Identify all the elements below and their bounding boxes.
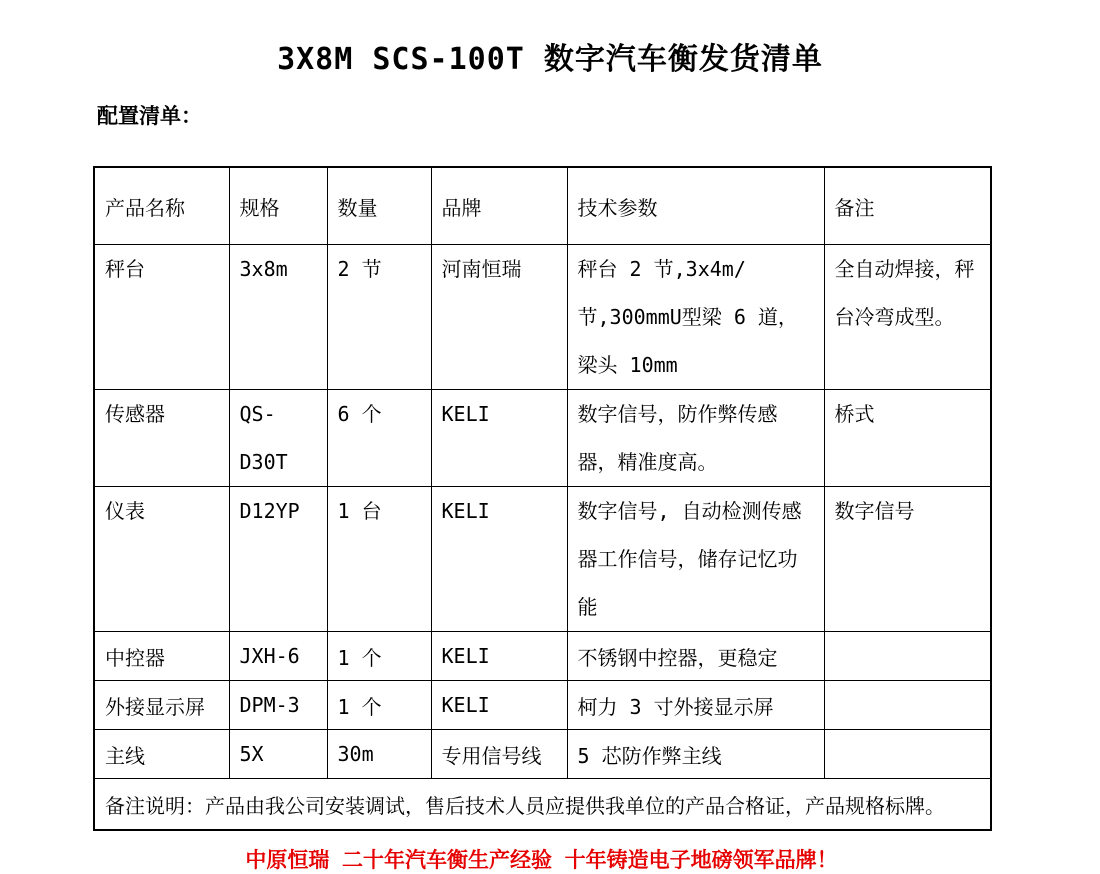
cell-remark	[824, 632, 991, 681]
cell-remark	[824, 681, 991, 730]
document-title: 3X8M SCS-100T 数字汽车衡发货清单	[277, 42, 823, 77]
cell-remark: 数字信号	[824, 487, 991, 632]
cell-spec: D12YP	[229, 487, 327, 632]
cell-remark: 全自动焊接，秤台冷弯成型。	[824, 245, 991, 390]
table-row	[94, 390, 991, 487]
table-row	[94, 487, 991, 632]
column-header-spec: 规格	[229, 167, 327, 245]
cell-product: 秤台	[94, 245, 229, 390]
column-header-brand: 品牌	[431, 167, 567, 245]
cell-product: 传感器	[94, 390, 229, 487]
cell-product: 外接显示屏	[94, 681, 229, 730]
cell-qty: 1 个	[327, 681, 431, 730]
cell-spec: 3x8m	[229, 245, 327, 390]
cell-qty: 30m	[327, 730, 431, 779]
column-header-product: 产品名称	[94, 167, 229, 245]
cell-spec: JXH-6	[229, 632, 327, 681]
cell-tech: 数字信号, 自动检测传感器工作信号，储存记忆功能	[567, 487, 824, 632]
config-list-label: 配置清单：	[97, 104, 202, 128]
cell-remark: 桥式	[824, 390, 991, 487]
cell-product: 仪表	[94, 487, 229, 632]
cell-remark	[824, 730, 991, 779]
cell-brand: 专用信号线	[431, 730, 567, 779]
cell-spec: DPM-3	[229, 681, 327, 730]
cell-brand: KELI	[431, 632, 567, 681]
spec-table	[93, 166, 992, 831]
table-header-row	[94, 167, 991, 245]
table-row	[94, 730, 991, 779]
column-header-tech: 技术参数	[567, 167, 824, 245]
column-header-qty: 数量	[327, 167, 431, 245]
cell-tech: 不锈钢中控器，更稳定	[567, 632, 824, 681]
table-row	[94, 632, 991, 681]
table-note-row	[94, 779, 991, 831]
cell-qty: 1 个	[327, 632, 431, 681]
cell-qty: 6 个	[327, 390, 431, 487]
cell-tech: 5 芯防作弊主线	[567, 730, 824, 779]
footer-slogan: 中原恒瑞 二十年汽车衡生产经验 十年铸造电子地磅领军品牌！	[245, 848, 838, 872]
cell-brand: KELI	[431, 487, 567, 632]
cell-tech: 柯力 3 寸外接显示屏	[567, 681, 824, 730]
note-cell: 备注说明：产品由我公司安装调试，售后技术人员应提供我单位的产品合格证，产品规格标牌。	[94, 779, 991, 831]
cell-product: 主线	[94, 730, 229, 779]
cell-tech: 数字信号，防作弊传感器，精准度高。	[567, 390, 824, 487]
table-row	[94, 681, 991, 730]
cell-brand: KELI	[431, 390, 567, 487]
cell-brand: KELI	[431, 681, 567, 730]
table-row	[94, 245, 991, 390]
cell-brand: 河南恒瑞	[431, 245, 567, 390]
cell-spec: QS-D30T	[229, 390, 327, 487]
cell-qty: 1 台	[327, 487, 431, 632]
cell-spec: 5X	[229, 730, 327, 779]
column-header-remark: 备注	[824, 167, 991, 245]
cell-product: 中控器	[94, 632, 229, 681]
cell-qty: 2 节	[327, 245, 431, 390]
cell-tech: 秤台 2 节,3x4m/节,300mmU型梁 6 道，梁头 10mm	[567, 245, 824, 390]
